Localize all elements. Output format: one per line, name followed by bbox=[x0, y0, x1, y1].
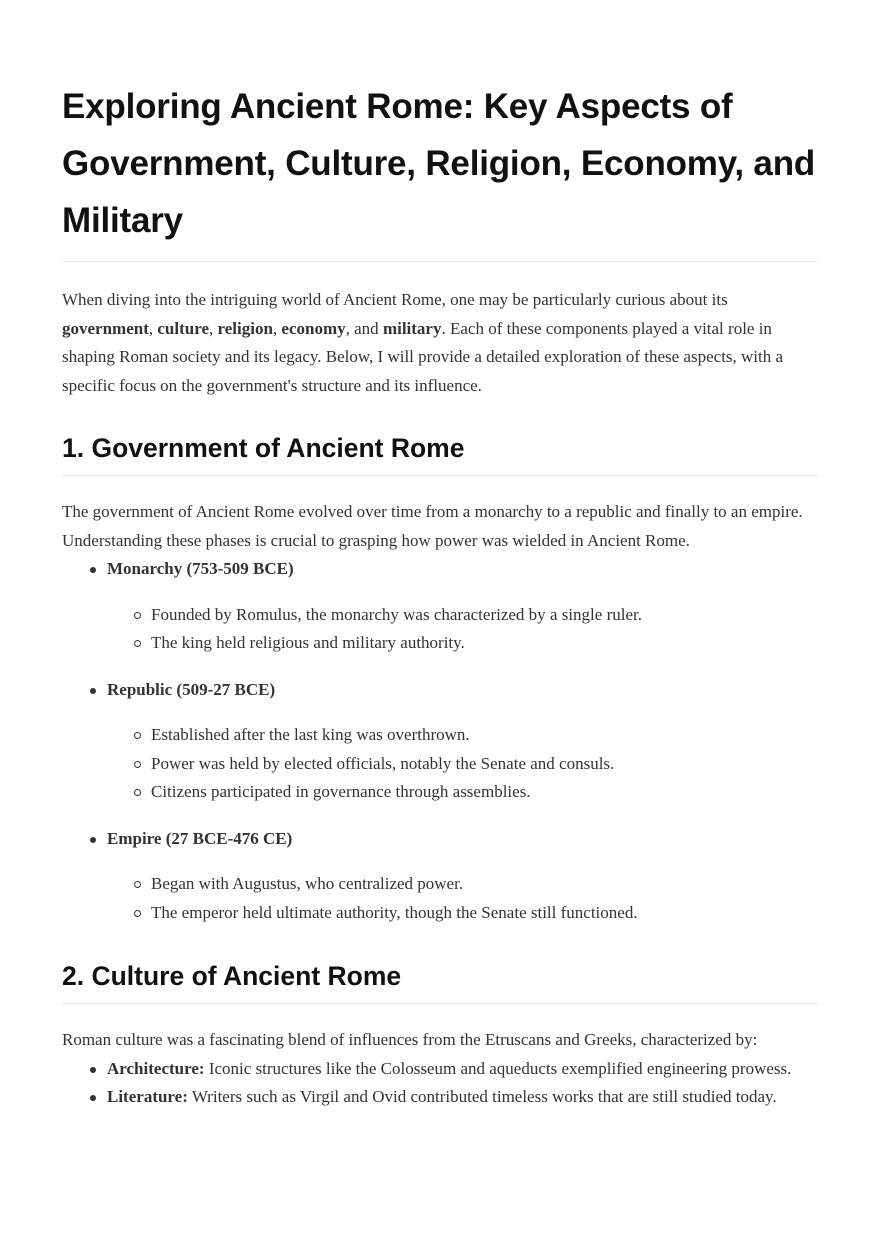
keyword-military: military bbox=[382, 318, 442, 338]
list-item: The king held religious and military authority. bbox=[107, 629, 818, 658]
item-label: Architecture: bbox=[107, 1058, 205, 1078]
list-item: Citizens participated in governance through assemblies. bbox=[107, 778, 818, 807]
government-paragraph: The government of Ancient Rome evolved over time from a monarchy to a republic and finally to an empire. Understanding these phases is crucial to grasping how power was wielded in Ancient Rome. bbox=[62, 502, 803, 550]
phase-title: Empire (27 BCE-476 CE) bbox=[107, 828, 293, 848]
intro-paragraph bbox=[62, 286, 818, 400]
separator: , and bbox=[345, 318, 383, 338]
item-text: Iconic structures like the Colosseum and aqueducts exemplified engineering prowess. bbox=[204, 1058, 792, 1078]
section-heading-culture: 2. Culture of Ancient Rome bbox=[62, 958, 818, 1004]
item-label: Literature: bbox=[107, 1087, 188, 1106]
list-item: Founded by Romulus, the monarchy was characterized by a single ruler. bbox=[107, 601, 818, 630]
separator: , bbox=[272, 318, 282, 338]
intro-text: When diving into the intriguing world of Ancient Rome, one may be particularly curious about its bbox=[62, 290, 728, 309]
phase-points bbox=[107, 870, 818, 927]
item-text: Writers such as Virgil and Ovid contributed timeless works that are still studied today. bbox=[187, 1087, 777, 1106]
separator: , bbox=[148, 318, 158, 338]
page-title: Exploring Ancient Rome: Key Aspects of Government, Culture, Religion, Economy, and Military bbox=[62, 78, 818, 262]
intro-text-end: . Each of these components played a vital role in shaping Roman society and its legacy. Below, I will provide a detailed exploration of these aspects, with a specific focus on the government's structure and its influence. bbox=[62, 318, 784, 395]
list-item: Power was held by elected officials, notably the Senate and consuls. bbox=[107, 750, 818, 779]
phase-title: Republic (509-27 BCE) bbox=[107, 679, 276, 699]
keyword-economy: economy bbox=[281, 318, 346, 338]
list-item bbox=[62, 1083, 818, 1112]
keyword-government: government bbox=[62, 318, 149, 338]
list-item bbox=[62, 676, 818, 807]
document bbox=[62, 78, 818, 1112]
list-item bbox=[62, 1055, 818, 1084]
list-item bbox=[62, 555, 818, 658]
list-item: Established after the last king was overthrown. bbox=[107, 721, 818, 750]
phase-title: Monarchy (753-509 BCE) bbox=[107, 559, 294, 578]
phase-points bbox=[107, 601, 818, 658]
phase-points bbox=[107, 721, 818, 807]
list-item: The emperor held ultimate authority, though the Senate still functioned. bbox=[107, 899, 818, 928]
government-phases-list bbox=[62, 555, 818, 927]
culture-list bbox=[62, 1055, 818, 1112]
keyword-culture: culture bbox=[157, 318, 209, 338]
keyword-religion: religion bbox=[217, 318, 273, 338]
section-heading-government: 1. Government of Ancient Rome bbox=[62, 430, 818, 476]
list-item bbox=[62, 825, 818, 928]
separator: , bbox=[209, 318, 218, 338]
list-item: Began with Augustus, who centralized power. bbox=[107, 870, 818, 899]
culture-paragraph: Roman culture was a fascinating blend of influences from the Etruscans and Greeks, characterized by: bbox=[62, 1030, 758, 1049]
